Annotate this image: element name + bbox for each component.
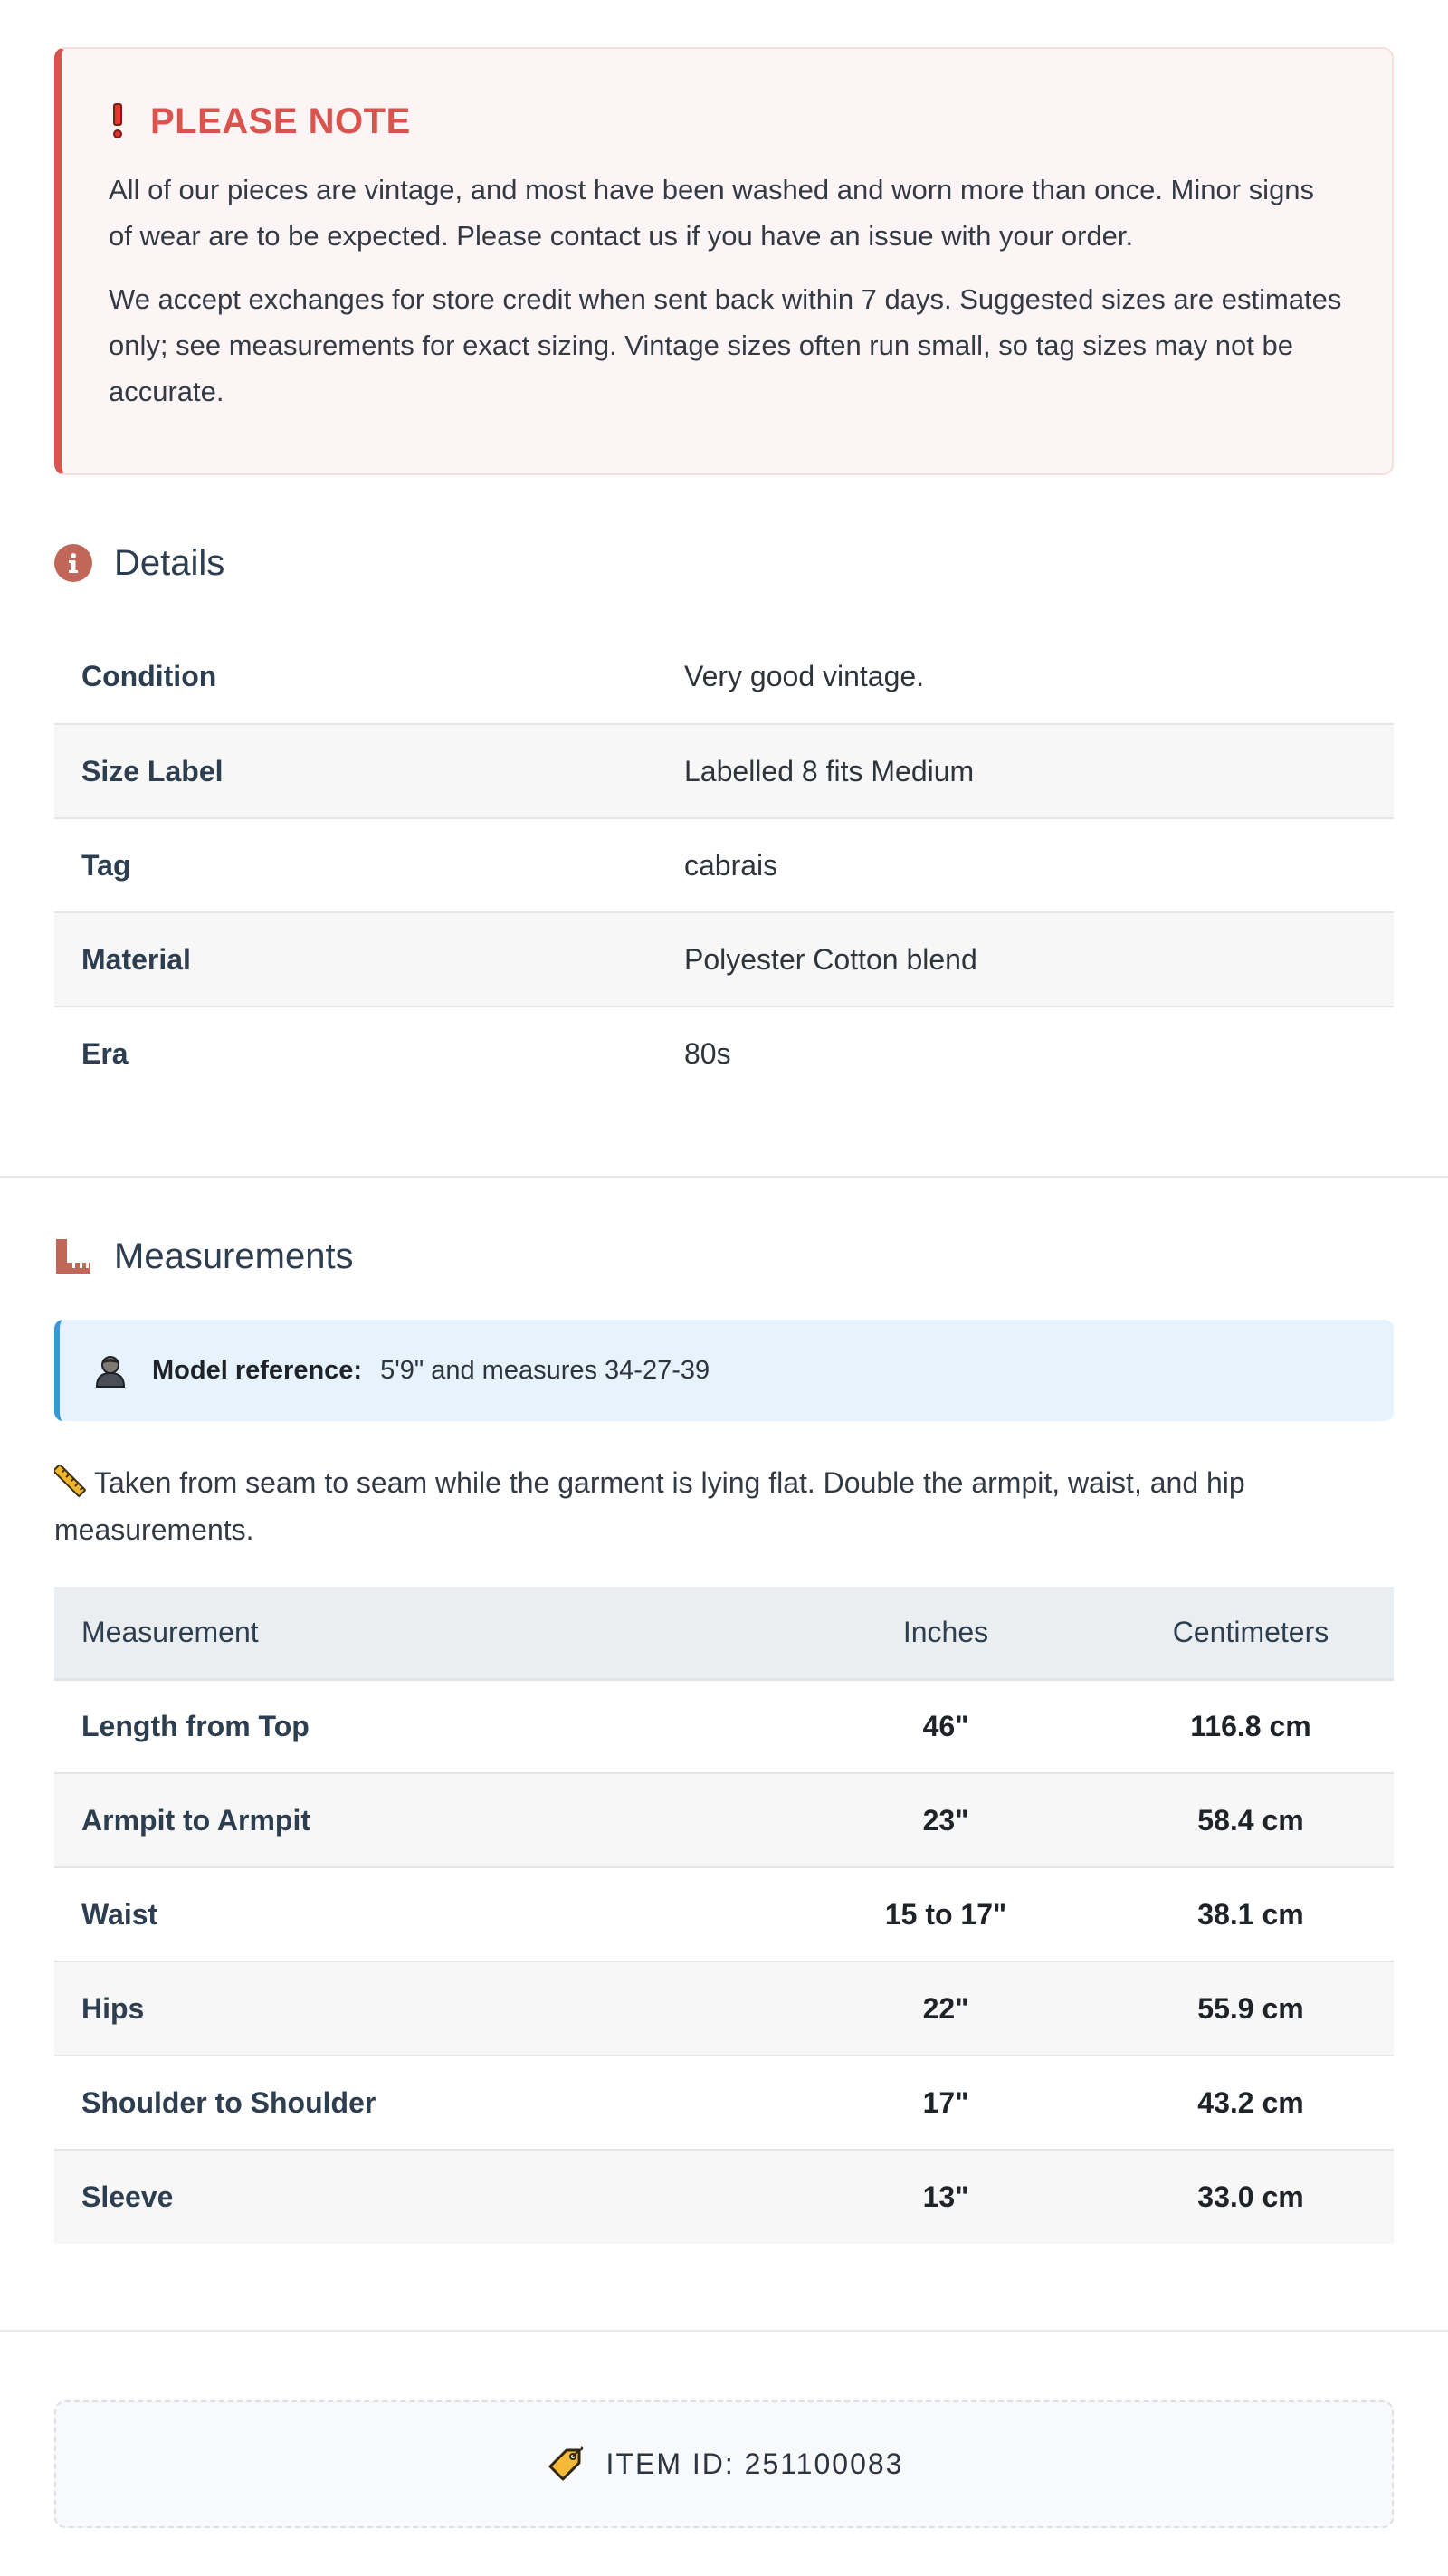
section-divider: [0, 2330, 1448, 2332]
measurement-name: Armpit to Armpit: [54, 1773, 784, 1867]
measurement-name: Waist: [81, 1897, 158, 1931]
measurement-inches: 46": [922, 1709, 969, 1742]
person-icon: [92, 1352, 129, 1388]
column-header-inches: Inches: [784, 1587, 1108, 1679]
table-row: [54, 1961, 1394, 2056]
table-row: [54, 2056, 1394, 2150]
measurement-centimeters: 116.8 cm: [1190, 1709, 1311, 1742]
measurement-inches: 17": [922, 2085, 969, 2119]
measurement-inches: 15 to 17": [884, 1897, 1007, 1931]
table-row: [54, 1007, 1394, 1101]
details-table: [54, 630, 1394, 1101]
measurement-centimeters: 55.9 cm: [1108, 1961, 1394, 2056]
measurement-centimeters: 38.1 cm: [1197, 1897, 1304, 1931]
section-divider: [0, 1176, 1448, 1178]
pencil-icon: [54, 1465, 87, 1498]
detail-label: Tag: [81, 848, 131, 882]
detail-value: cabrais: [684, 848, 778, 882]
detail-value: 80s: [684, 1037, 731, 1070]
notice-title: PLEASE NOTE: [150, 100, 411, 141]
measurement-name: Shoulder to Shoulder: [81, 2085, 376, 2119]
measurement-name: Sleeve: [54, 2150, 784, 2244]
measurement-centimeters: 33.0 cm: [1108, 2150, 1394, 2244]
details-title: Details: [114, 542, 225, 583]
model-reference-label: Model reference:: [152, 1355, 363, 1385]
measurement-inches: 22": [784, 1961, 1108, 2056]
table-row: [54, 1773, 1394, 1867]
measurement-centimeters: 43.2 cm: [1197, 2085, 1304, 2119]
tag-icon: [545, 2445, 585, 2485]
measurement-note-text: Taken from seam to seam while the garment is lying flat. Double the armpit, waist, and hip measurements.: [54, 1466, 1245, 1546]
model-reference-box: [54, 1320, 1394, 1421]
table-row: [54, 724, 1394, 818]
item-id: ITEM ID: 251100083: [605, 2447, 904, 2480]
measurement-inches: 23": [784, 1773, 1108, 1867]
detail-label: Era: [81, 1037, 129, 1070]
measurement-inches: 13": [784, 2150, 1108, 2244]
measurement-note: [54, 1459, 1358, 1553]
measurements-header: [54, 1234, 354, 1279]
table-row: [54, 912, 1394, 1007]
measurements-table: [54, 1587, 1394, 2244]
detail-value: Polyester Cotton blend: [657, 912, 1394, 1007]
table-row: [54, 818, 1394, 912]
details-header: [54, 540, 224, 586]
detail-label: Condition: [81, 660, 217, 692]
detail-label: Material: [54, 912, 657, 1007]
notice-header: [109, 101, 1345, 141]
table-row: [54, 630, 1394, 724]
info-icon: [54, 544, 92, 582]
measurements-table-header: [54, 1587, 1394, 1679]
measurements-title: Measurements: [114, 1236, 354, 1276]
notice-paragraph-wear: All of our pieces are vintage, and most have been washed and worn more than once. Minor signs of wear are to be expected. Please contact us if you have an issue with your order.: [109, 174, 1315, 252]
notice-paragraph-exchanges: We accept exchanges for store credit when sent back within 7 days. Suggested sizes are estimates only; see measurements for exact sizing. Vintage sizes often run small, so tag sizes may not be accurate.: [109, 283, 1342, 407]
table-row: [54, 2150, 1394, 2244]
item-id-box: [54, 2400, 1394, 2528]
measurement-name: Length from Top: [81, 1709, 310, 1742]
table-row: [54, 1867, 1394, 1961]
detail-value: Labelled 8 fits Medium: [657, 724, 1394, 818]
ruler-icon: [54, 1237, 92, 1275]
column-header-centimeters: Centimeters: [1108, 1587, 1394, 1679]
column-header-measurement: Measurement: [54, 1587, 784, 1679]
please-note-panel: [54, 47, 1394, 475]
model-reference-value: 5'9" and measures 34-27-39: [380, 1355, 710, 1385]
measurement-name: Hips: [54, 1961, 784, 2056]
detail-value: Very good vintage.: [684, 660, 925, 692]
table-row: [54, 1679, 1394, 1773]
detail-label: Size Label: [54, 724, 657, 818]
exclamation-icon: [109, 103, 125, 139]
measurement-centimeters: 58.4 cm: [1108, 1773, 1394, 1867]
